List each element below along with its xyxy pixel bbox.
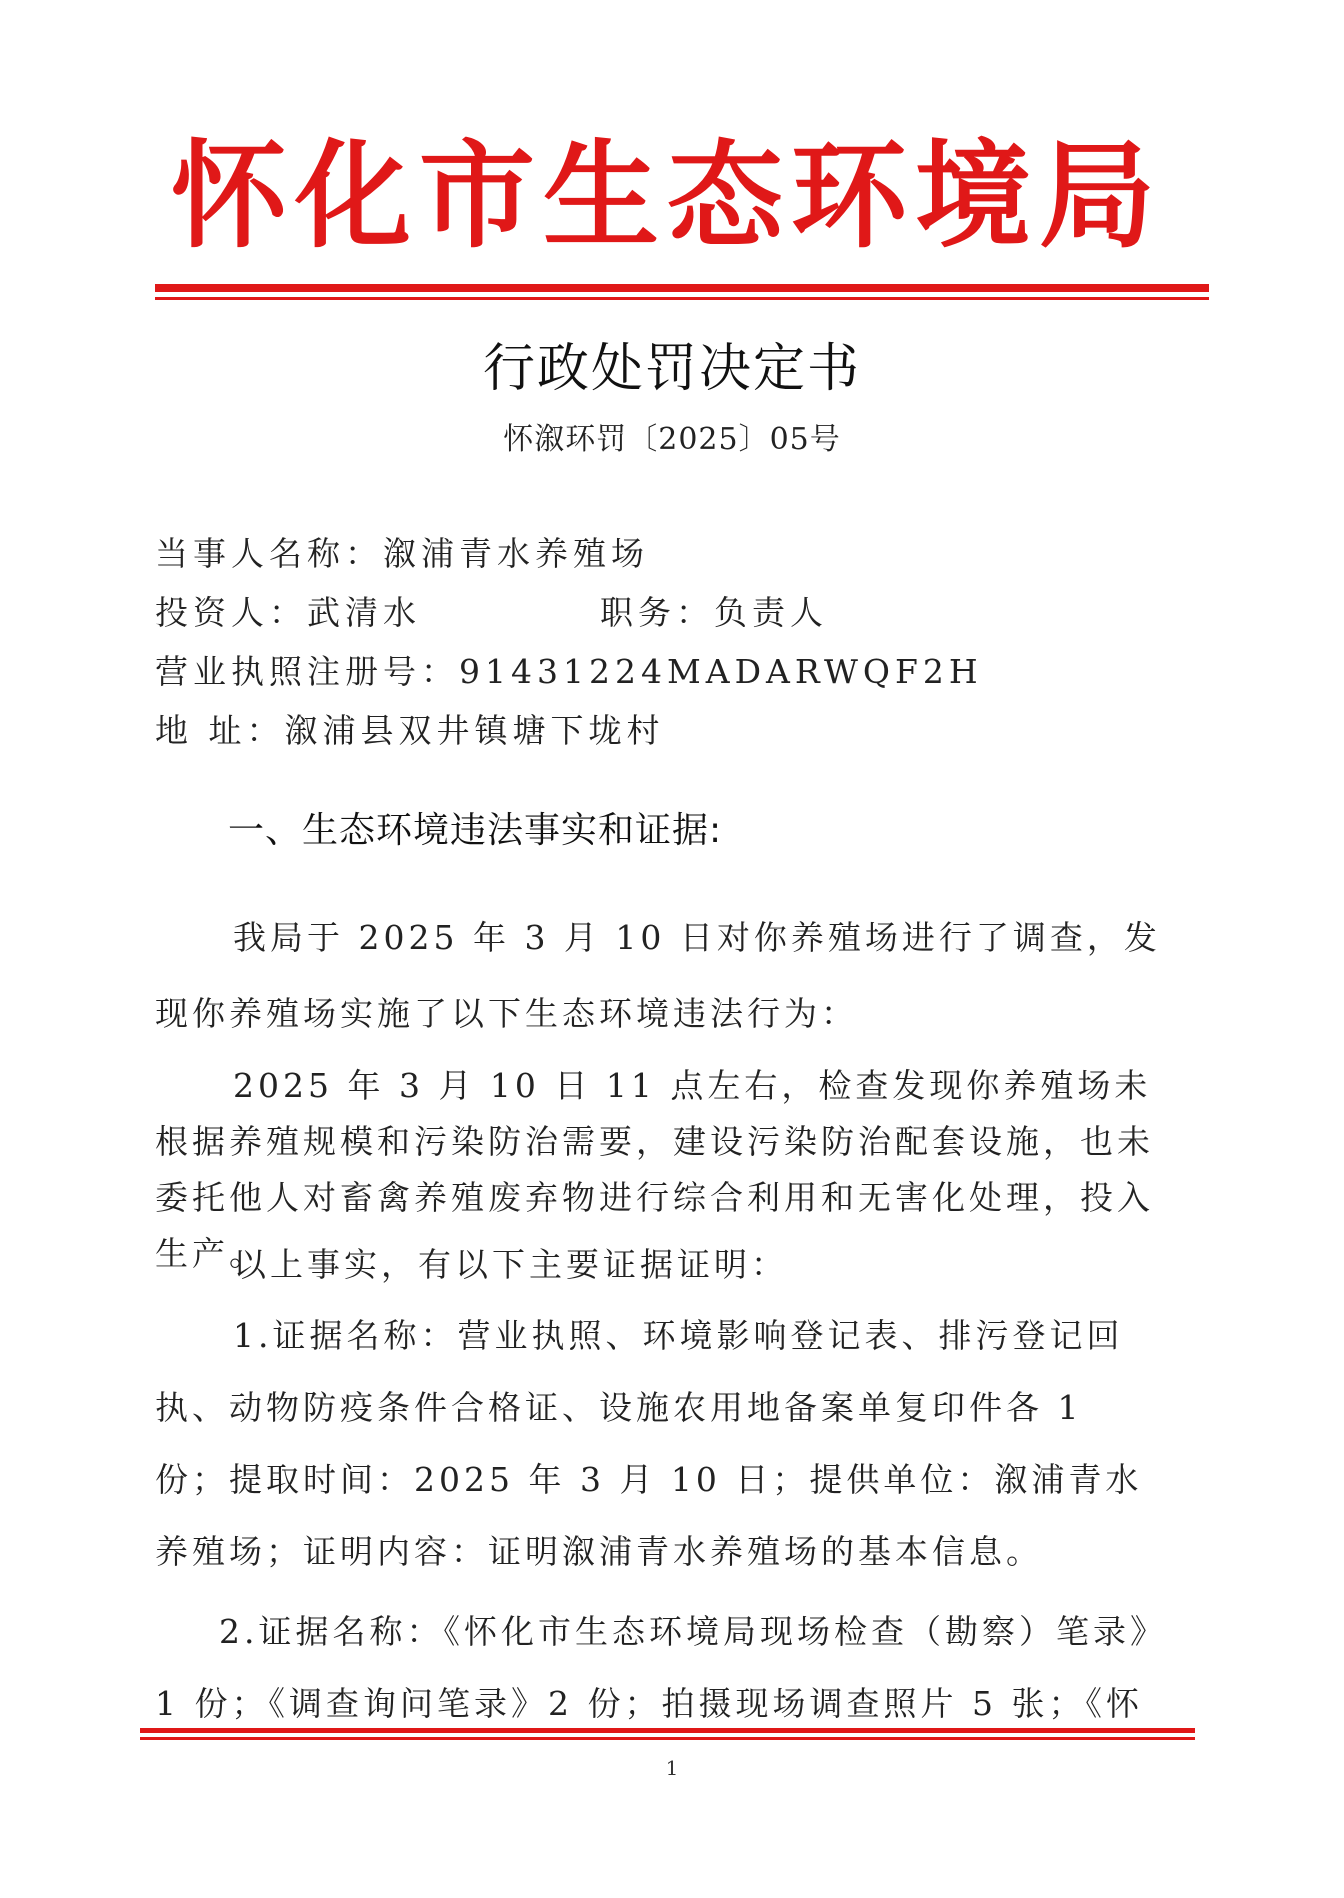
paragraph-evidence-intro: 以上事实，有以下主要证据证明： bbox=[233, 1245, 788, 1284]
paragraph-investigation: 我局于 2025 年 3 月 10 日对你养殖场进行了调查，发现你养殖场实施了以下生态环境违法行为： bbox=[155, 918, 1161, 1033]
license-number-line: 营业执照注册号：91431224MADARWQF2H bbox=[155, 652, 983, 691]
address-line: 地 址：溆浦县双井镇塘下垅村 bbox=[155, 711, 665, 750]
page-number: 1 bbox=[665, 1756, 679, 1780]
position-line: 职务：负责人 bbox=[600, 593, 828, 632]
footer-red-rule-thin bbox=[140, 1737, 1195, 1740]
paragraph-violation: 2025 年 3 月 10 日 11 点左右，检查发现你养殖场未根据养殖规模和污染防治需要，建设污染防治配套设施，也未委托他人对畜禽养殖废弃物进行综合利用和无害化处理，投入生产。 bbox=[155, 1066, 1154, 1273]
document-number: 怀溆环罚〔2025〕05号 bbox=[503, 422, 841, 457]
section-heading-facts-evidence: 一、生态环境违法事实和证据: bbox=[228, 810, 723, 851]
footer-red-rule-thick bbox=[140, 1728, 1195, 1733]
party-name-line: 当事人名称：溆浦青水养殖场 bbox=[155, 534, 649, 573]
agency-name: 怀化市生态环境局 bbox=[171, 128, 1163, 264]
paragraph-evidence-1: 1.证据名称：营业执照、环境影响登记表、排污登记回执、动物防疫条件合格证、设施农用地备案单复印件各 1 份；提取时间：2025 年 3 月 10 日；提供单位：溆浦青水养殖场；证明内容：证明溆浦青水养殖场的基本信息。 bbox=[155, 1316, 1143, 1571]
paragraph-evidence-2: 2.证据名称：《怀化市生态环境局现场检查（勘察）笔录》1 份；《调查询问笔录》2 份；拍摄现场调查照片 5 张；《怀 bbox=[155, 1612, 1167, 1723]
document-title: 行政处罚决定书 bbox=[482, 339, 861, 399]
header-red-rule-thick bbox=[155, 284, 1209, 292]
investor-line: 投资人：武清水 bbox=[155, 593, 421, 632]
header-red-rule-thin bbox=[155, 297, 1209, 300]
